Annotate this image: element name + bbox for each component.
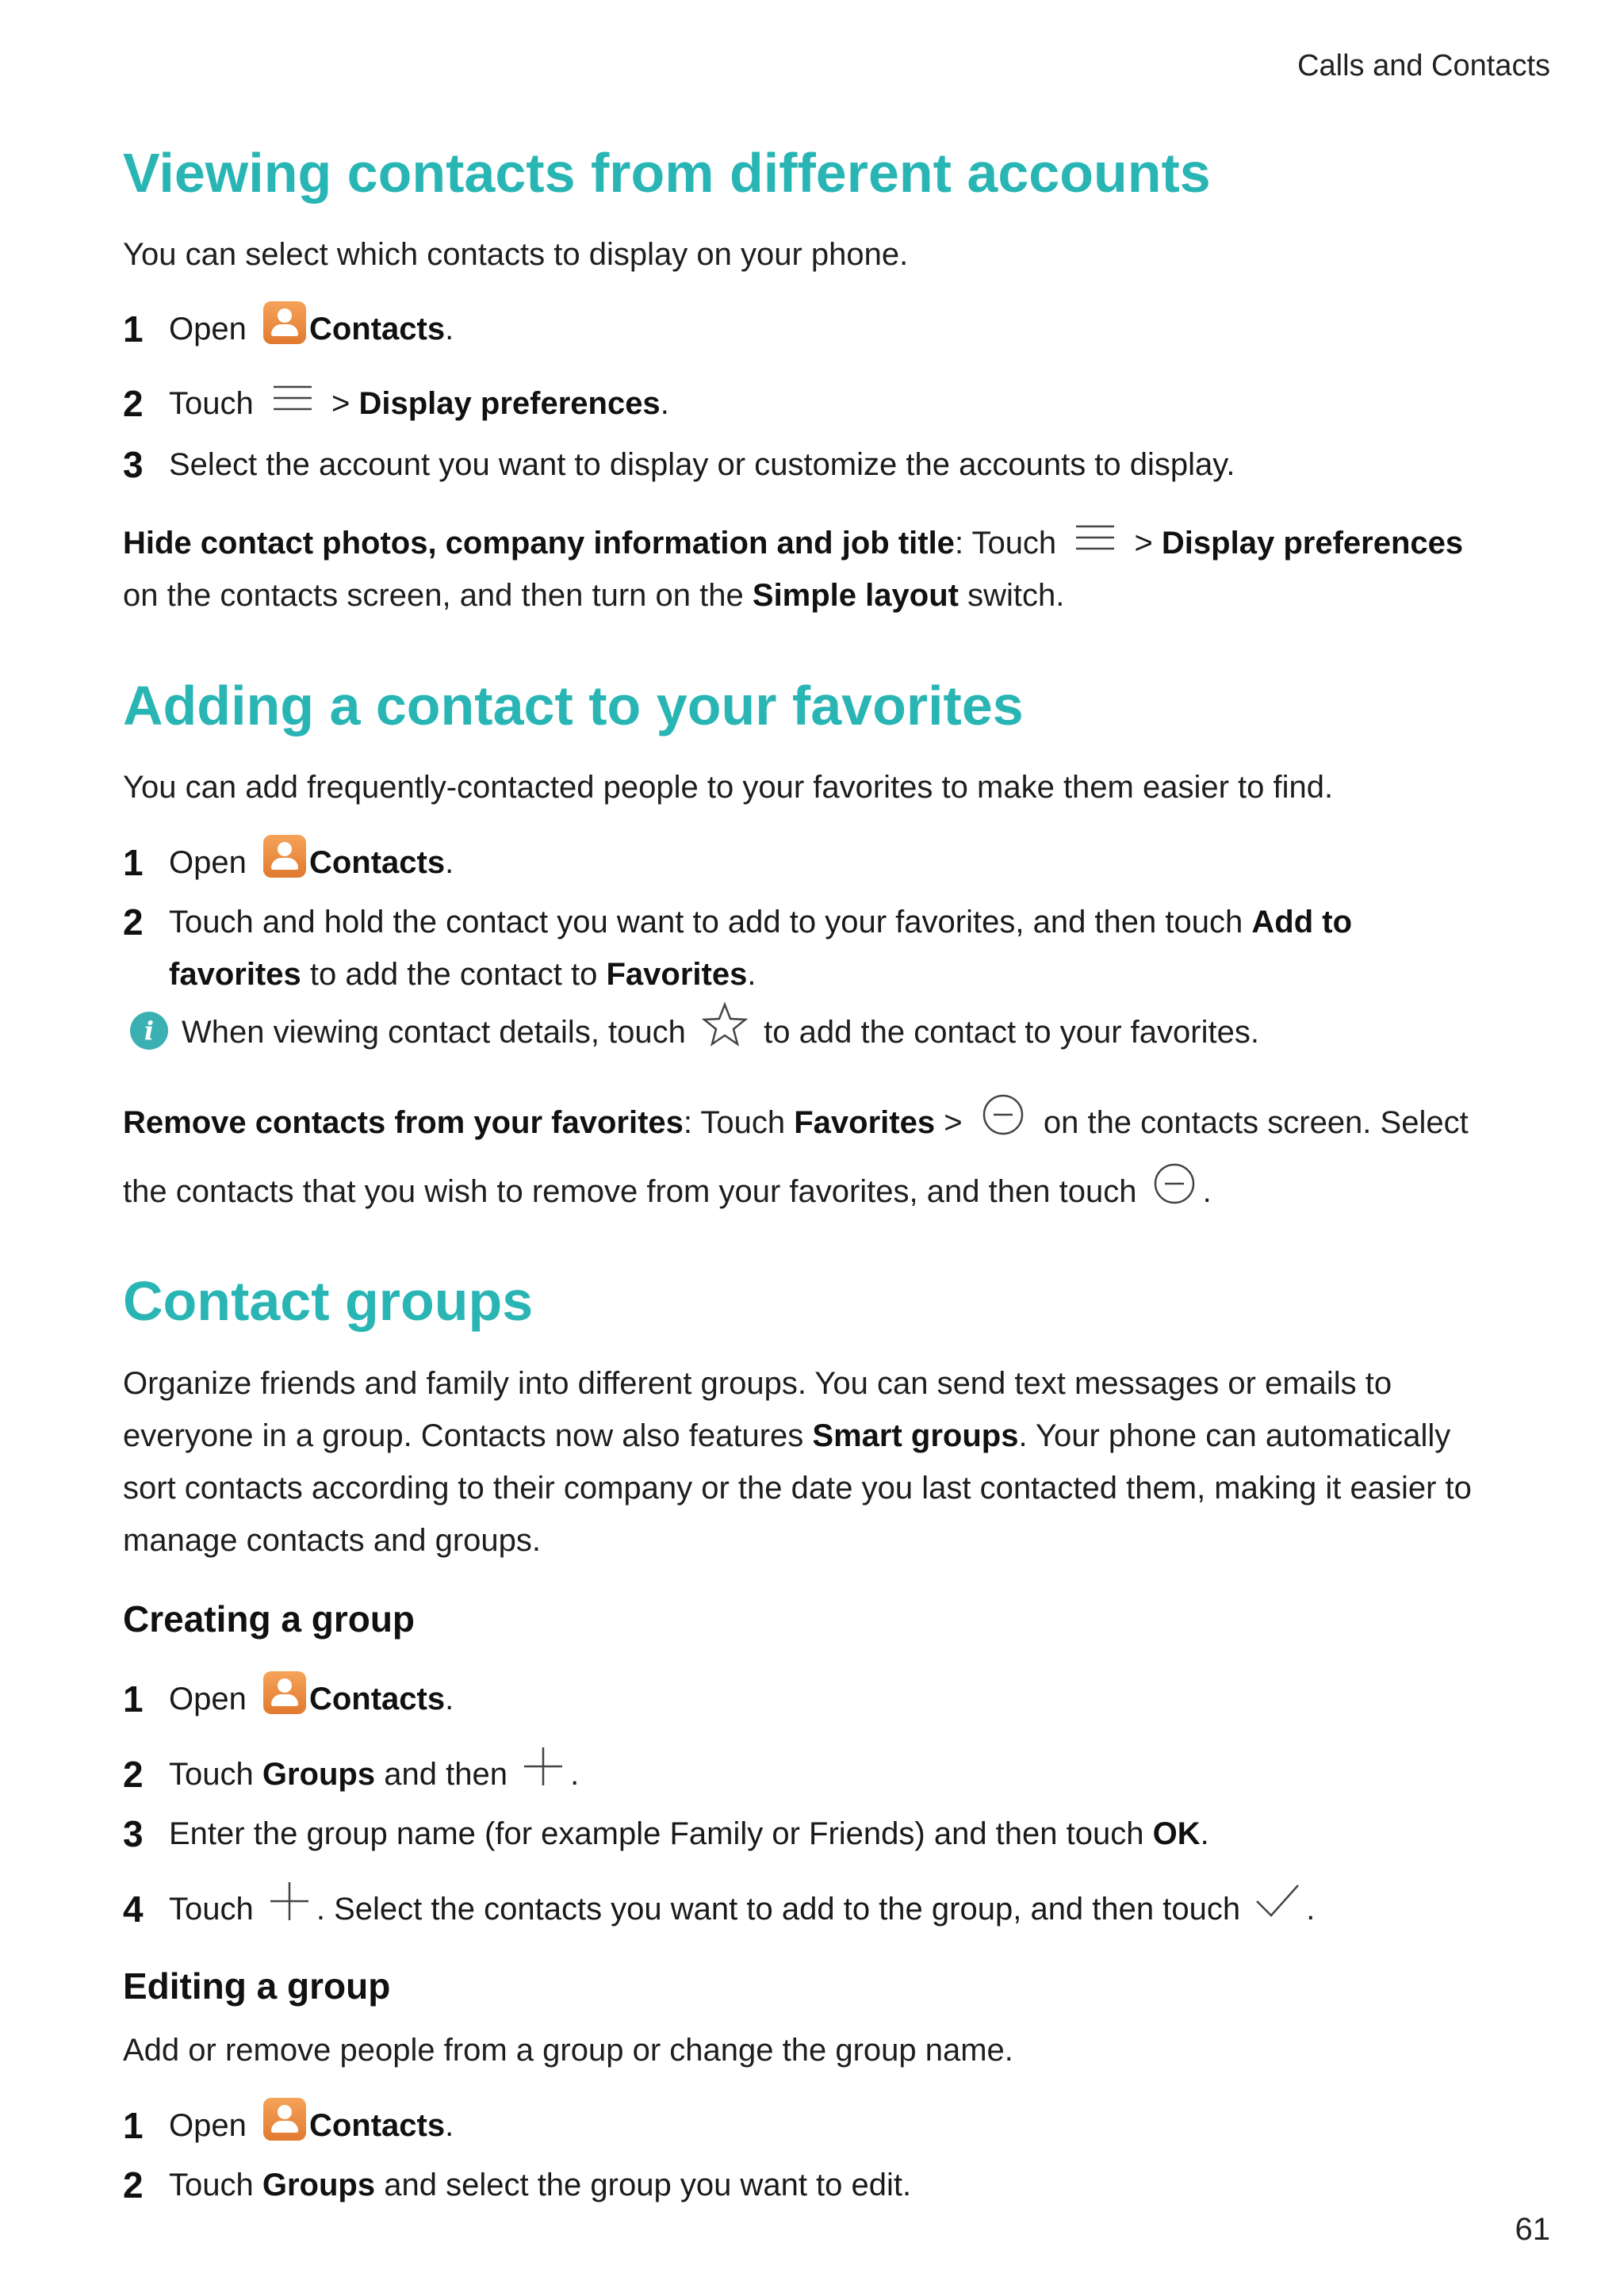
section-title: Contact groups	[123, 1270, 534, 1332]
remove-circle-icon	[1152, 1161, 1197, 1206]
tip-paragraph-line2: on the contacts screen, and then turn on the Simple layout switch.	[123, 578, 1065, 613]
section-description: Organize friends and family into different groups. You can send text messages or emails to everyone in a group. Contacts now also features Smart groups. Your phone can automatically sort contacts according to their company or the date you last contacted them, making it easier to manage contacts and groups.	[123, 1366, 1472, 1558]
step-number: 1	[123, 2105, 144, 2146]
contacts-app-icon	[263, 301, 306, 344]
section-title: Adding a contact to your favorites	[123, 675, 1024, 737]
page-number: 61	[1515, 2212, 1550, 2247]
section-title: Viewing contacts from different accounts	[123, 142, 1211, 204]
add-icon	[266, 1877, 313, 1925]
svg-text:i: i	[144, 1016, 155, 1046]
contacts-app-icon	[263, 1671, 306, 1714]
section-viewing-contacts	[123, 143, 1519, 204]
document-page: Calls and Contacts Viewing contacts from different accounts You can select which contacts to display on your phone. 1 Open Contacts. 2 Touch > Display preferences. 3 Select the account you want to display or customize the accounts to display. Hide contact photos, company information and job title: Touch > Display preferences on the contacts screen, and then turn on the Simple layout switch. Adding a contact to your favorites You can add frequently-contacted people to your favorites to make them easier to find. 1 Open Contacts. 2 Touch and hold the contact you want to add to your favorites, and then touch Add to favorites to add the contact to Favorites. i When viewing contact details, touch to add the contact to your favorites. Remove contacts from your favorites: Touch Favorites > on the contacts screen. Select the contacts that you wish to remove from your favorites, and then touch . Contact groups Organize friends and family into different groups. You can send text messages or emails to everyone in a group. Contacts now also features Smart groups. Your phone can automatically sort contacts according to their company or the date you last contacted them, making it easier to manage contacts and groups. Creating a group 1 Open Contacts. 2 Touch Groups and then . 3 Enter the group name (for example Family or Friends) and then touch OK. 4 Touch . Select the contacts you want to add to the group, and then touch . Editing a group Add or remove people from a group or change the group name. 1 Open Contacts. 2 Touch Groups and select the group you want to edit. 61	[0, 0, 1624, 2296]
step-number: 1	[123, 842, 144, 883]
step-number: 2	[123, 383, 144, 424]
section-intro: You can add frequently-contacted people to your favorites to make them easier to find.	[123, 770, 1334, 805]
step-number: 3	[123, 1813, 144, 1854]
subsection-title: Editing a group	[123, 1965, 391, 2007]
step-2: 2 Touch > Display preferences.	[123, 377, 669, 430]
step-1: 1 Open Contacts.	[123, 303, 454, 355]
contacts-app-icon	[263, 2098, 306, 2141]
tip-paragraph: Hide contact photos, company information and job title: Touch > Display preferences	[123, 517, 1550, 569]
star-icon	[701, 1001, 749, 1048]
step-number: 4	[123, 1888, 144, 1930]
contacts-app-icon	[263, 835, 306, 878]
step-number: 2	[123, 901, 144, 943]
running-header: Calls and Contacts	[1297, 49, 1550, 82]
step-1: 1 Open Contacts.	[123, 1673, 454, 1725]
step-4: 4 Touch . Select the contacts you want to add to the group, and then touch .	[123, 1883, 1315, 1935]
menu-icon	[269, 379, 316, 419]
step-number: 2	[123, 2164, 144, 2206]
remove-paragraph-line2: the contacts that you wish to remove from your favorites, and then touch .	[123, 1165, 1212, 1218]
step-2: 2 Touch and hold the contact you want to add to your favorites, and then touch Add to favorites to add the contact to Favorites.	[123, 896, 1565, 1001]
step-3: 3 Enter the group name (for example Family or Friends) and then touch OK.	[123, 1808, 1209, 1860]
menu-icon	[1071, 519, 1119, 558]
section-intro: You can select which contacts to display on your phone.	[123, 237, 909, 272]
remove-circle-icon	[981, 1093, 1025, 1137]
step-number: 2	[123, 1754, 144, 1795]
step-2: 2 Touch Groups and select the group you want to edit.	[123, 2159, 911, 2211]
add-icon	[519, 1743, 567, 1790]
step-number: 3	[123, 444, 144, 485]
subsection-title: Creating a group	[123, 1598, 416, 1640]
step-1: 1 Open Contacts.	[123, 2099, 454, 2152]
checkmark-icon	[1252, 1877, 1303, 1925]
section-contact-groups	[123, 1271, 1519, 1332]
step-2: 2 Touch Groups and then .	[123, 1748, 579, 1800]
section-favorites	[123, 675, 1519, 737]
step-1: 1 Open Contacts.	[123, 836, 454, 889]
info-icon	[129, 1011, 169, 1050]
subsection-intro: Add or remove people from a group or change the group name.	[123, 2033, 1013, 2068]
step-3: 3 Select the account you want to display or customize the accounts to display.	[123, 438, 1235, 491]
step-number: 1	[123, 1678, 144, 1720]
step-number: 1	[123, 308, 144, 350]
remove-paragraph: Remove contacts from your favorites: Touch Favorites > on the contacts screen. Select	[123, 1096, 1469, 1149]
